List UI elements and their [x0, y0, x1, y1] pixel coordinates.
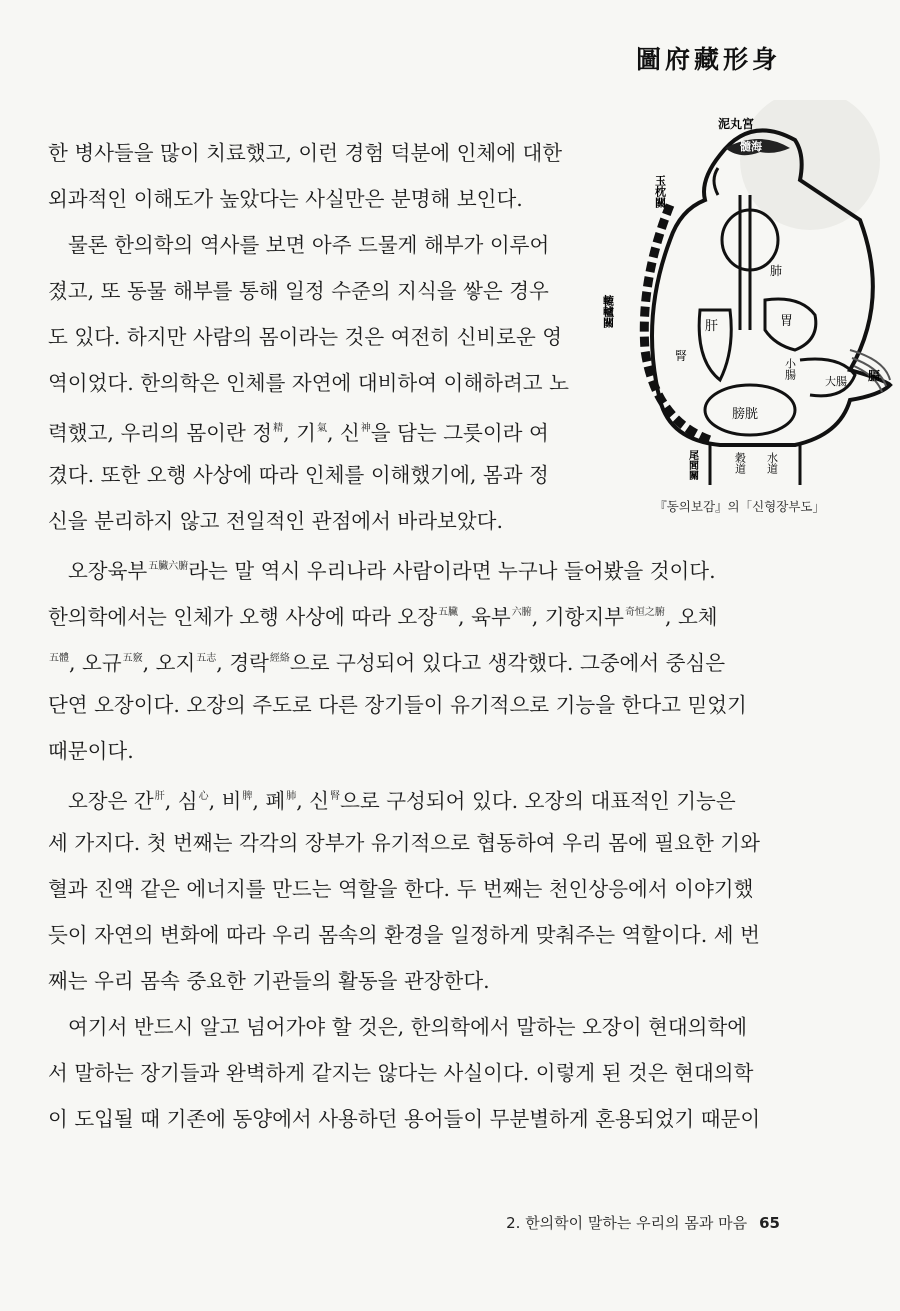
text-span: , 심 [164, 789, 198, 813]
hanja-annotation: 五志 [196, 653, 217, 664]
text-span: 오장은 간 [68, 789, 154, 813]
hanja-annotation: 五體 [49, 653, 69, 664]
text-span: , 오지 [142, 651, 196, 675]
text-span: 을 담는 그릇이라 여 [370, 421, 549, 445]
hanja-annotation: 肝 [154, 791, 165, 802]
hanja-annotation: 五臟六腑 [148, 561, 189, 572]
text-span: 으로 구성되어 있다고 생각했다. 그중에서 중심은 [289, 651, 726, 675]
label-bladder: 膀胱 [732, 407, 759, 422]
text-span: 라는 말 역시 우리나라 사람이라면 누구나 들어봤을 것이다. [188, 559, 716, 583]
hanja-annotation: 五臟 [438, 607, 459, 618]
hanja-annotation: 精 [273, 423, 284, 434]
text-line: 한 병사들을 많이 치료했고, 이런 경험 덕분에 인체에 대한 [48, 141, 563, 165]
hanja-annotation: 腎 [330, 791, 341, 802]
text-line: 외과적인 이해도가 높았다는 사실만은 분명해 보인다. [48, 187, 523, 211]
text-span: , 신 [296, 789, 330, 813]
text-line: 째는 우리 몸속 중요한 기관들의 활동을 관장한다. [48, 969, 490, 993]
text-span: 력했고, 우리의 몸이란 정 [48, 421, 273, 445]
text-span: , 폐 [252, 789, 286, 813]
hanja-annotation: 肺 [286, 791, 297, 802]
text-line: 여기서 반드시 알고 넘어가야 할 것은, 한의학에서 말하는 오장이 현대의학에 [68, 1015, 748, 1039]
label-large-intestine: 大腸 [825, 375, 847, 388]
text-line: 단연 오장이다. 오장의 주도로 다른 장기들이 유기적으로 기능을 한다고 믿었기 [48, 693, 747, 717]
hanja-annotation: 六腑 [511, 607, 532, 618]
text-line [48, 551, 776, 583]
text-span: , 비 [208, 789, 242, 813]
text-line: 세 가지다. 첫 번째는 각각의 장부가 유기적으로 협동하여 우리 몸에 필요한 기와 [48, 831, 760, 855]
text-line: 겼다. 또한 오행 사상에 따라 인체를 이해했기에, 몸과 정 [48, 463, 549, 487]
label-stomach: 胃 [780, 314, 794, 329]
chapter-title: 2. 한의학이 말하는 우리의 몸과 마음 [506, 1214, 748, 1232]
label-gokdo: 穀道 [733, 452, 747, 474]
body-organ-diagram [600, 100, 900, 495]
text-line: 서 말하는 장기들과 완벽하게 같지는 않다는 사실이다. 이렇게 된 것은 현대의학 [48, 1061, 754, 1085]
label-kidney: 腎 [675, 349, 688, 363]
text-span: 한의학에서는 인체가 오행 사상에 따라 오장 [48, 605, 438, 629]
hanja-annotation: 心 [198, 791, 209, 802]
figure-caption: 『동의보감』의「신형장부도」 [654, 499, 825, 514]
label-liver: 肝 [705, 319, 719, 334]
hanja-annotation: 經絡 [269, 653, 290, 664]
page-footer [470, 1212, 780, 1236]
text-line [48, 597, 776, 629]
hanja-annotation: 奇恒之腑 [624, 607, 665, 618]
text-line: 물론 한의학의 역사를 보면 아주 드물게 해부가 이루어 [68, 233, 550, 257]
text-line: 때문이다. [48, 739, 134, 763]
hanja-annotation: 氣 [316, 423, 327, 434]
label-suhae: 髓海 [740, 140, 762, 153]
label-sudo: 水道 [765, 452, 779, 474]
text-span: , 오체 [664, 605, 718, 629]
text-span: , 육부 [458, 605, 511, 629]
text-line: 이 도입될 때 기존에 동양에서 사용하던 용어들이 무분별하게 혼용되었기 때문이 [48, 1107, 761, 1131]
text-span: 으로 구성되어 있다. 오장의 대표적인 기능은 [340, 789, 736, 813]
anatomy-figure [600, 100, 900, 495]
text-line: 도 있다. 하지만 사람의 몸이라는 것은 여전히 신비로운 영 [48, 325, 563, 349]
label-okchim: 玉枕關 [653, 175, 667, 208]
text-line: 신을 분리하지 않고 전일적인 관점에서 바라보았다. [48, 509, 503, 533]
label-small-intestine: 小腸 [783, 358, 797, 380]
text-line [48, 781, 776, 813]
text-span: , 기항지부 [531, 605, 624, 629]
hanja-annotation: 五竅 [122, 653, 143, 664]
text-span: 오장육부 [68, 559, 148, 583]
label-diaphragm: 膈 [868, 369, 881, 383]
text-span: , 경락 [216, 651, 269, 675]
text-span: , 신 [326, 421, 360, 445]
figure-title: 圖府藏形身 [636, 45, 782, 74]
page-number: 65 [759, 1214, 780, 1232]
hanja-annotation: 脾 [242, 791, 253, 802]
text-line [48, 413, 576, 445]
label-noknok: 轆轤關 [601, 295, 615, 328]
text-line [48, 643, 776, 675]
text-line: 혈과 진액 같은 에너지를 만드는 역할을 한다. 두 번째는 천인상응에서 이야기했 [48, 877, 754, 901]
text-line: 졌고, 또 동물 해부를 통해 일정 수준의 지식을 쌓은 경우 [48, 279, 549, 303]
label-lung: 肺 [770, 264, 783, 278]
label-nihwan: 泥丸宮 [718, 117, 755, 131]
text-span: , 기 [283, 421, 316, 445]
text-line: 듯이 자연의 변화에 따라 우리 몸속의 환경을 일정하게 맞춰주는 역할이다. 세 번 [48, 923, 760, 947]
text-line: 역이었다. 한의학은 인체를 자연에 대비하여 이해하려고 노 [48, 371, 569, 395]
text-span: , 오규 [69, 651, 122, 675]
hanja-annotation: 神 [360, 423, 371, 434]
label-miryeo: 尾閭關 [686, 450, 698, 480]
